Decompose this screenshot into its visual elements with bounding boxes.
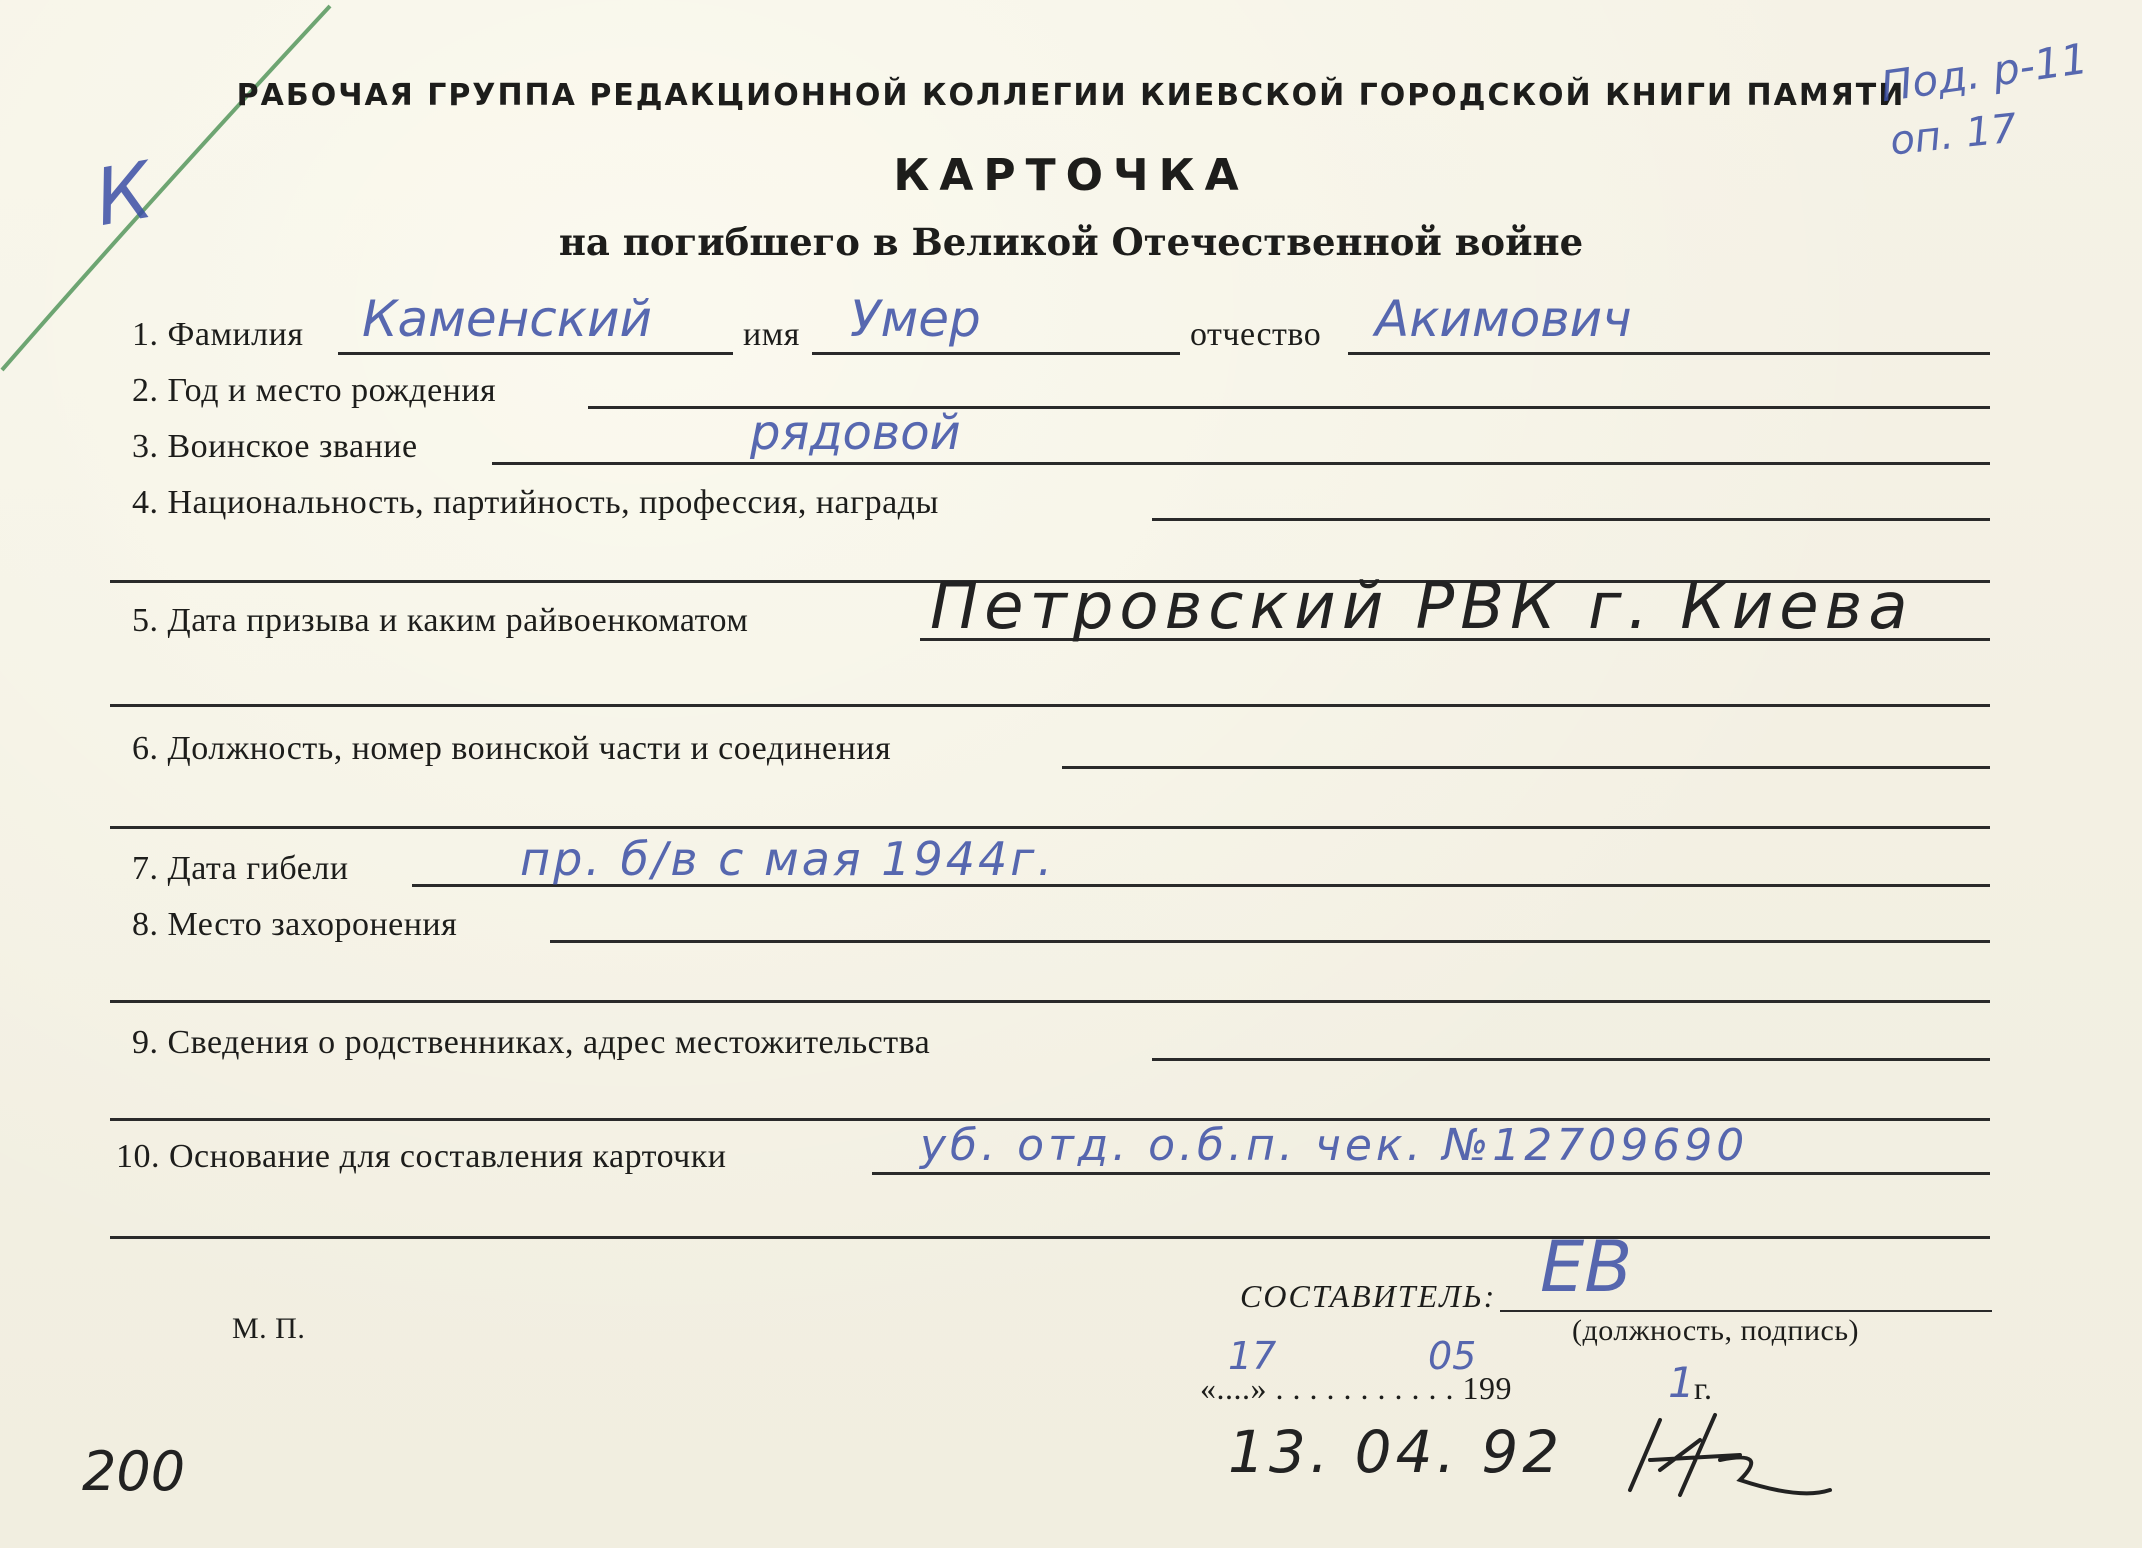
- field-relatives-label: 9. Сведения о родственниках, адрес местожительства: [132, 1024, 931, 1061]
- card-subtitle: на погибшего в Великой Отечественной войне: [558, 220, 1584, 264]
- signature-mark: [1600, 1400, 1840, 1510]
- field-surname-label: 1. Фамилия: [132, 316, 304, 353]
- organization-heading: РАБОЧАЯ ГРУППА РЕДАКЦИОННОЙ КОЛЛЕГИИ КИЕВСКОЙ ГОРОДСКОЙ КНИГИ ПАМЯТИ: [236, 78, 1906, 113]
- field-position-label: 6. Должность, номер воинской части и соединения: [132, 730, 892, 767]
- field-death-date-label: 7. Дата гибели: [132, 850, 349, 887]
- composer-label: СОСТАВИТЕЛЬ:: [1240, 1278, 1497, 1314]
- position-line-2: [110, 826, 1990, 829]
- date-template: «....» . . . . . . . . . . . 199: [1200, 1370, 1512, 1406]
- basis-line: [872, 1172, 1990, 1175]
- draft-line-2: [110, 704, 1990, 707]
- composer-initials[interactable]: ЕВ: [1540, 1226, 1633, 1308]
- field-burial-label: 8. Место захоронения: [132, 906, 458, 943]
- nationality-line: [1152, 518, 1990, 521]
- rank-value[interactable]: рядовой: [750, 405, 961, 461]
- date-year-digit[interactable]: 1: [1668, 1358, 1695, 1407]
- archive-note-fund: Под. р-11: [1877, 33, 2091, 112]
- field-name-label: имя: [743, 316, 800, 353]
- corner-mark: К: [88, 145, 159, 245]
- name-value[interactable]: Умер: [850, 290, 981, 348]
- field-patronymic-label: отчество: [1190, 316, 1322, 353]
- field-basis-label: 10. Основание для составления карточки: [116, 1138, 727, 1175]
- archive-note-inventory: оп. 17: [1887, 105, 2020, 165]
- basis-value[interactable]: уб. отд. о.б.п. чек. №12709690: [920, 1120, 1749, 1171]
- card-title: КАРТОЧКА: [893, 150, 1249, 201]
- death-date-value[interactable]: пр. б/в с мая 1944г.: [520, 832, 1056, 886]
- field-rank-label: 3. Воинское звание: [132, 428, 418, 465]
- basis-line-2: [110, 1236, 1990, 1239]
- position-line: [1062, 766, 1990, 769]
- draft-office-value[interactable]: Петровский РВК г. Киева: [930, 570, 1914, 644]
- year-suffix: г.: [1694, 1370, 1713, 1406]
- bottom-date-value[interactable]: 13. 04. 92: [1228, 1418, 1564, 1486]
- name-line: [812, 352, 1180, 355]
- field-birth-label: 2. Год и место рождения: [132, 372, 497, 409]
- relatives-line: [1152, 1058, 1990, 1061]
- field-nationality-label: 4. Национальность, партийность, профессия, награды: [132, 484, 939, 521]
- seal-place: М. П.: [232, 1312, 306, 1345]
- left-number: 200: [82, 1440, 186, 1503]
- surname-value[interactable]: Каменский: [362, 290, 652, 348]
- patronymic-value[interactable]: Акимович: [1375, 290, 1632, 348]
- date-month-value[interactable]: 05: [1428, 1334, 1477, 1378]
- position-signature-caption: (должность, подпись): [1572, 1314, 1860, 1347]
- surname-line: [338, 352, 733, 355]
- field-draft-label: 5. Дата призыва и каким райвоенкоматом: [132, 602, 749, 639]
- burial-line-2: [110, 1000, 1990, 1003]
- rank-line: [492, 462, 1990, 465]
- burial-line: [550, 940, 1990, 943]
- patronymic-line: [1348, 352, 1990, 355]
- date-day-value[interactable]: 17: [1228, 1334, 1277, 1378]
- composer-line: [1500, 1310, 1992, 1312]
